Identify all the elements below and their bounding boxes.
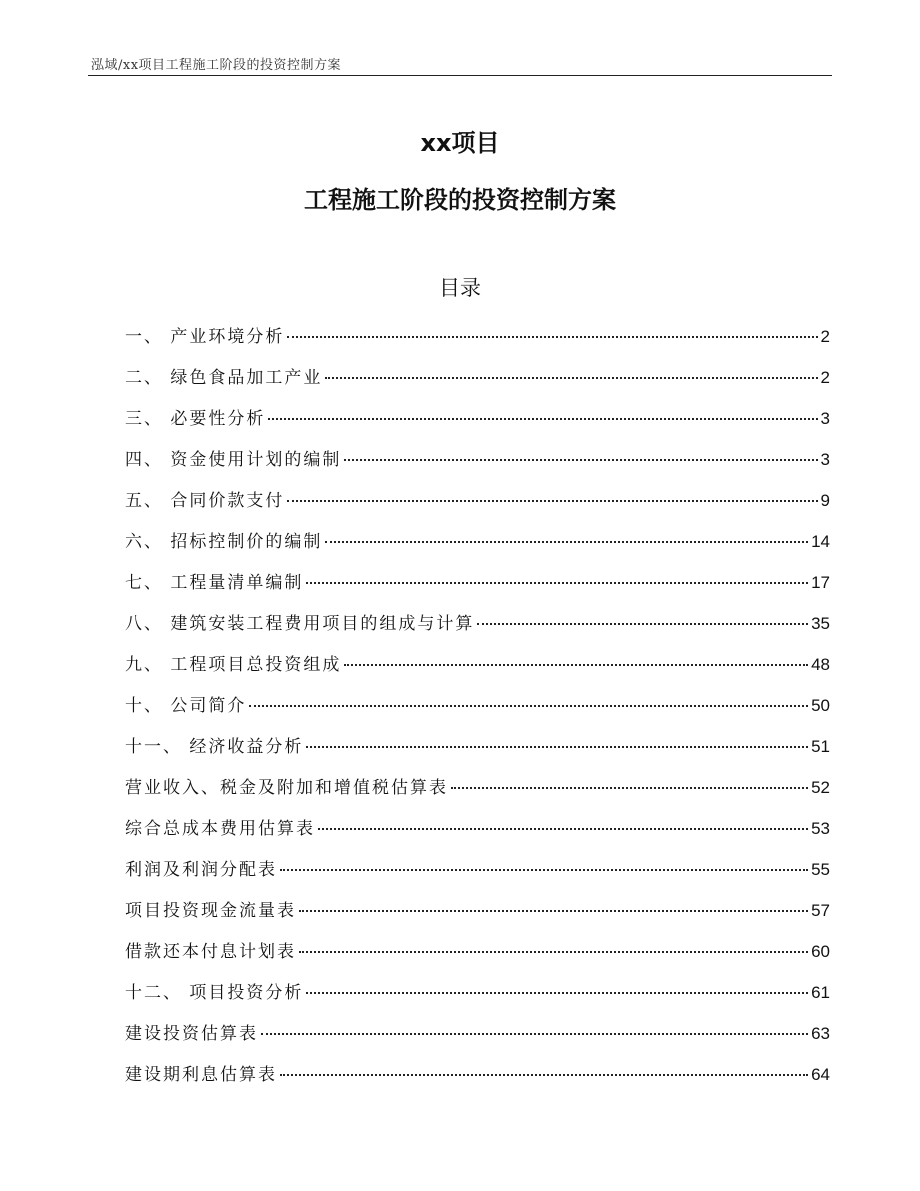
table-of-contents (125, 322, 830, 1101)
toc-dot-leader (477, 623, 808, 625)
toc-entry-page-number: 60 (811, 942, 830, 961)
toc-entry-title: 三、 必要性分析 (125, 409, 266, 429)
toc-entry-page-number: 14 (811, 532, 830, 551)
toc-entry-title: 利润及利润分配表 (125, 860, 277, 880)
toc-entry[interactable] (125, 363, 830, 404)
toc-dot-leader (280, 869, 808, 871)
toc-entry-page-number: 3 (820, 450, 830, 469)
toc-entry-title: 项目投资现金流量表 (125, 901, 296, 921)
toc-entry-page-number: 55 (811, 860, 830, 879)
toc-entry-title: 七、 工程量清单编制 (125, 573, 304, 593)
toc-entry-page-number: 57 (811, 901, 830, 920)
toc-entry-page-number: 2 (820, 327, 830, 346)
toc-entry[interactable] (125, 568, 830, 609)
toc-entry-page-number: 2 (820, 368, 830, 387)
toc-dot-leader (249, 705, 808, 707)
toc-entry-title: 营业收入、税金及附加和增值税估算表 (125, 778, 448, 798)
toc-dot-leader (325, 377, 817, 379)
toc-entry[interactable] (125, 691, 830, 732)
toc-entry[interactable] (125, 773, 830, 814)
toc-entry[interactable] (125, 445, 830, 486)
toc-entry-title: 八、 建筑安装工程费用项目的组成与计算 (125, 614, 475, 634)
toc-entry-title: 十、 公司简介 (125, 696, 247, 716)
toc-dot-leader (287, 500, 817, 502)
toc-entry-title: 建设期利息估算表 (125, 1065, 277, 1085)
toc-dot-leader (280, 1074, 808, 1076)
toc-dot-leader (344, 664, 808, 666)
toc-dot-leader (306, 992, 808, 994)
toc-dot-leader (287, 336, 817, 338)
document-title-line-2: 工程施工阶段的投资控制方案 (304, 186, 616, 214)
toc-entry-page-number: 3 (820, 409, 830, 428)
toc-entry-page-number: 53 (811, 819, 830, 838)
toc-entry[interactable] (125, 1060, 830, 1101)
running-header: 泓域/xx项目工程施工阶段的投资控制方案 (91, 58, 342, 73)
toc-entry[interactable] (125, 404, 830, 445)
toc-entry[interactable] (125, 732, 830, 773)
toc-entry[interactable] (125, 322, 830, 363)
document-title-line-1: xx项目 (420, 129, 500, 157)
toc-entry-title: 一、 产业环境分析 (125, 327, 285, 347)
toc-entry-page-number: 61 (811, 983, 830, 1002)
toc-entry-page-number: 35 (811, 614, 830, 633)
toc-dot-leader (306, 746, 808, 748)
toc-entry-title: 四、 资金使用计划的编制 (125, 450, 342, 470)
toc-entry[interactable] (125, 855, 830, 896)
toc-entry-page-number: 64 (811, 1065, 830, 1084)
toc-entry-page-number: 63 (811, 1024, 830, 1043)
toc-entry[interactable] (125, 937, 830, 978)
toc-entry-title: 综合总成本费用估算表 (125, 819, 315, 839)
toc-entry-title: 九、 工程项目总投资组成 (125, 655, 342, 675)
toc-dot-leader (325, 541, 808, 543)
toc-entry-title: 借款还本付息计划表 (125, 942, 296, 962)
toc-entry[interactable] (125, 609, 830, 650)
toc-entry-page-number: 51 (811, 737, 830, 756)
toc-dot-leader (299, 910, 808, 912)
toc-dot-leader (344, 459, 817, 461)
toc-entry-title: 建设投资估算表 (125, 1024, 258, 1044)
toc-entry[interactable] (125, 527, 830, 568)
toc-heading: 目录 (439, 276, 481, 300)
toc-dot-leader (306, 582, 808, 584)
toc-entry-page-number: 17 (811, 573, 830, 592)
toc-entry-page-number: 9 (820, 491, 830, 510)
toc-entry-page-number: 50 (811, 696, 830, 715)
toc-entry-title: 十二、 项目投资分析 (125, 983, 304, 1003)
header-divider (88, 75, 832, 76)
toc-entry-title: 二、 绿色食品加工产业 (125, 368, 323, 388)
toc-entry[interactable] (125, 1019, 830, 1060)
toc-entry-title: 五、 合同价款支付 (125, 491, 285, 511)
toc-dot-leader (318, 828, 808, 830)
toc-entry[interactable] (125, 814, 830, 855)
toc-entry[interactable] (125, 896, 830, 937)
toc-entry-page-number: 52 (811, 778, 830, 797)
toc-entry-title: 六、 招标控制价的编制 (125, 532, 323, 552)
toc-entry-page-number: 48 (811, 655, 830, 674)
toc-entry[interactable] (125, 978, 830, 1019)
toc-entry[interactable] (125, 486, 830, 527)
toc-dot-leader (451, 787, 808, 789)
toc-dot-leader (268, 418, 817, 420)
toc-dot-leader (299, 951, 808, 953)
toc-dot-leader (261, 1033, 808, 1035)
toc-entry[interactable] (125, 650, 830, 691)
toc-entry-title: 十一、 经济收益分析 (125, 737, 304, 757)
